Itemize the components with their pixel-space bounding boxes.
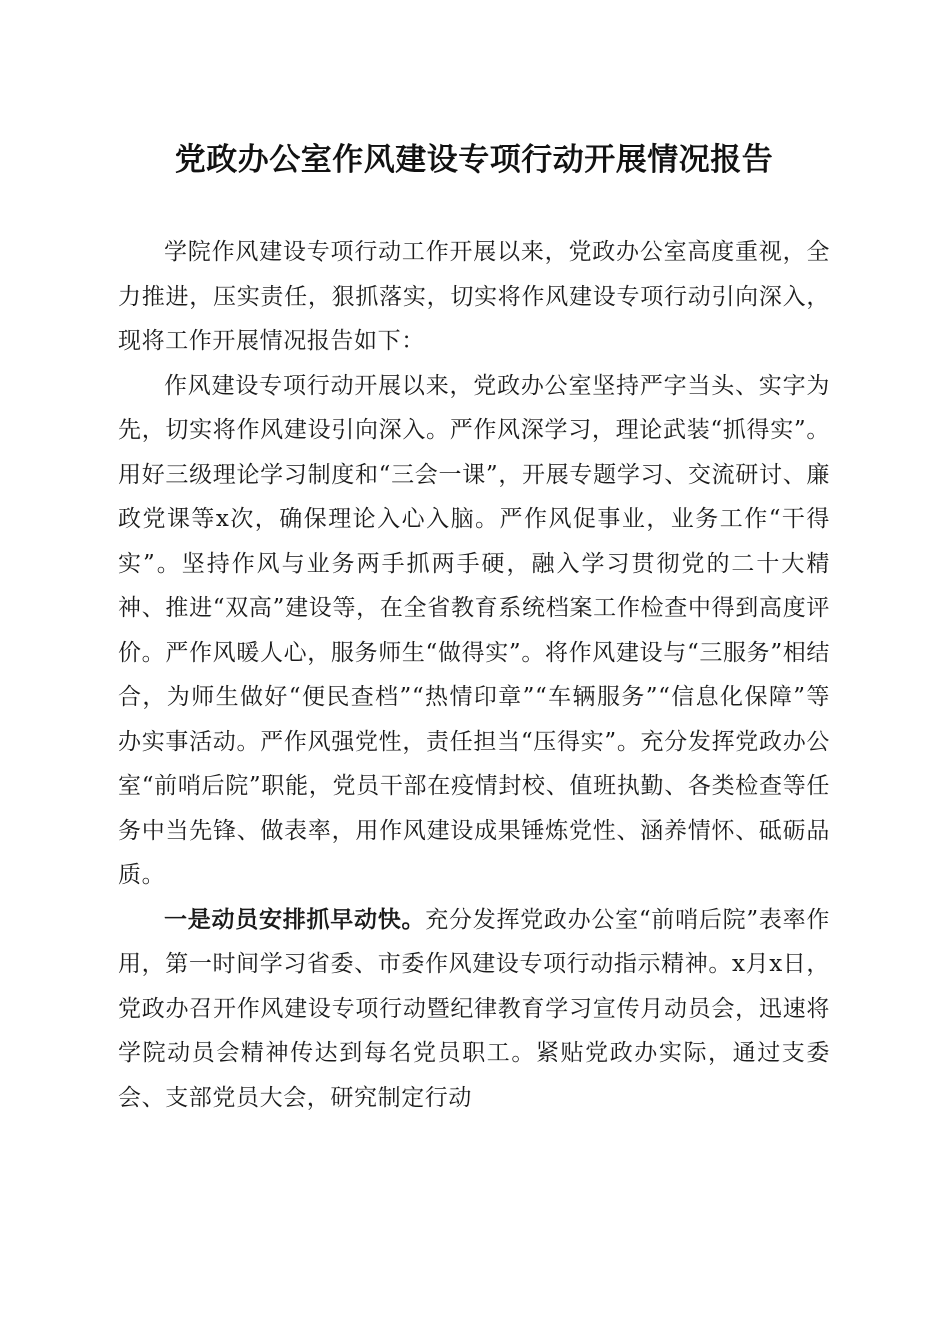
paragraph-intro [118, 230, 830, 364]
document-title: 党政办公室作风建设专项行动开展情况报告 [174, 142, 774, 178]
paragraph-intro-text: 学院作风建设专项行动工作开展以来，党政办公室高度重视，全力推进，压实责任，狠抓落实，切实将作风建设专项行动引向深入，现将工作开展情况报告如下： [118, 239, 830, 354]
paragraph-mobilization-lead: 一是动员安排抓早动快。 [164, 905, 426, 933]
paragraph-mobilization-text: 充分发挥党政办公室“前哨后院”表率作用，第一时间学习省委、市委作风建设专项行动指示精神。x月x日，党政办召开作风建设专项行动暨纪律教育学习宣传月动员会，迅速将学院动员会精神传达到每名党员职工。紧贴党政办实际，通过支委会、支部党员大会，研究制定行动 [118, 906, 830, 1111]
paragraph-overview [118, 364, 830, 898]
paragraph-mobilization [118, 898, 830, 1121]
document-body [118, 230, 830, 1120]
paragraph-overview-text: 作风建设专项行动开展以来，党政办公室坚持严字当头、实字为先，切实将作风建设引向深入。严作风深学习，理论武装“抓得实”。用好三级理论学习制度和“三会一课”，开展专题学习、交流研讨、廉政党课等x次，确保理论入心入脑。严作风促事业，业务工作“干得实”。坚持作风与业务两手抓两手硬，融入学习贯彻党的二十大精神、推进“双高”建设等，在全省教育系统档案工作检查中得到高度评价。严作风暖人心，服务师生“做得实”。将作风建设与“三服务”相结合，为师生做好“便民查档”“热情印章”“车辆服务”“信息化保障”等办实事活动。严作风强党性，责任担当“压得实”。充分发挥党政办公室“前哨后院”职能，党员干部在疫情封校、值班执勤、各类检查等任务中当先锋、做表率，用作风建设成果锤炼党性、涵养情怀、砥砺品质。 [118, 372, 830, 888]
